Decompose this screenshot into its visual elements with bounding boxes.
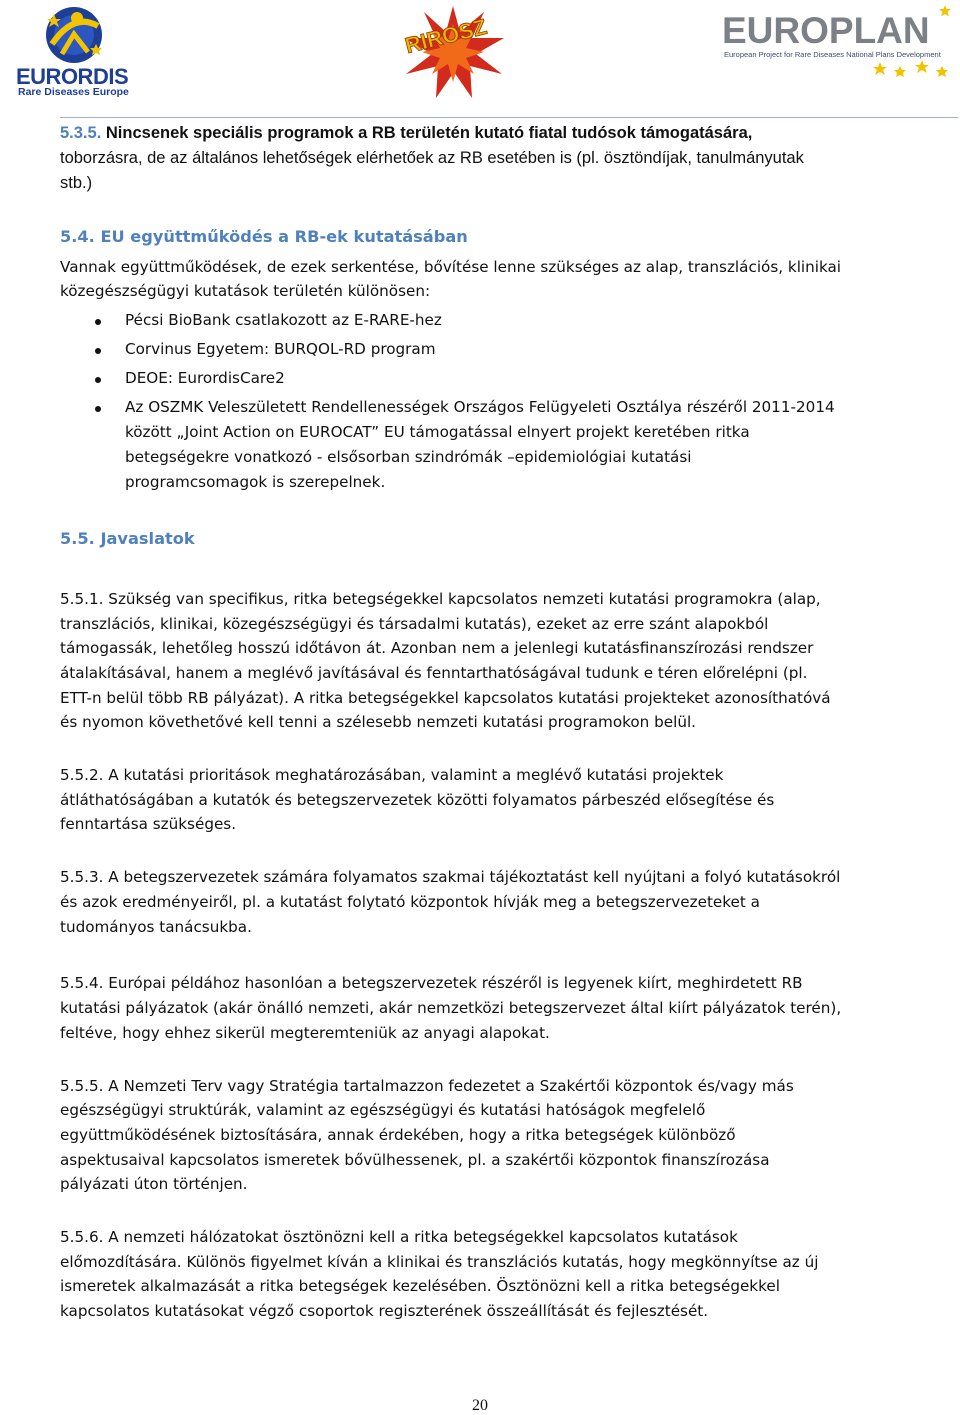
europlan-stars-icon	[870, 56, 952, 82]
rirosz-logo	[398, 2, 508, 102]
list-item-text: programcsomagok is szerepelnek.	[125, 473, 386, 491]
paragraph-line: támogassák, lehetőleg hosszú időtávon át. Azonban nem a jelenlegi kutatásfinanszírozási rendszer	[60, 639, 814, 657]
paragraph-line: átláthatóságában a kutatók és betegszervezetek közötti folyamatos párbeszéd elősegítése és	[60, 791, 775, 809]
bullet-icon	[95, 348, 101, 354]
section-535-line: stb.)	[60, 174, 93, 192]
eurordis-logo	[14, 4, 140, 100]
paragraph-line: kapcsolatos kutatásokat végző csoportok regiszterének összeállítását és fejlesztését.	[60, 1302, 709, 1320]
paragraph-line: 5.5.4. Európai példához hasonlóan a betegszervezetek részéről is legyenek kiírt, meghirdetett RB	[60, 974, 803, 992]
paragraph-line: 5.5.5. A Nemzeti Terv vagy Stratégia tartalmazzon fedezetet a Szakértői központok és/vagy más	[60, 1077, 794, 1095]
eurordis-emblem-icon	[14, 4, 140, 66]
list-item-text: Pécsi BioBank csatlakozott az E-RARE-hez	[125, 311, 442, 329]
paragraph-line: és azok eredményeiről, pl. a kutatást folytató központok hívják meg a betegszervezeteket a	[60, 893, 760, 911]
europlan-logo	[720, 10, 952, 82]
paragraph-line: aspektusaival kapcsolatos ismeretek bővülhessenek, pl. a szakértői központok finanszírozása	[60, 1151, 770, 1169]
paragraph-line: ETT-n belül több RB pályázat). A ritka betegségekkel kapcsolatos kutatási projekteket azonosíthatóvá	[60, 689, 831, 707]
svg-text:RIROSZ: RIROSZ	[402, 13, 490, 59]
section-55-heading: 5.5. Javaslatok	[60, 529, 195, 548]
list-item-text: betegségekre vonatkozó - elsősorban szindrómák –epidemiológiai kutatási	[125, 448, 692, 466]
list-item-text: Corvinus Egyetem: BURQOL-RD program	[125, 340, 436, 358]
paragraph-line: 5.5.2. A kutatási prioritások meghatározásában, valamint a meglévő kutatási projektek	[60, 766, 724, 784]
paragraph-line: egészségügyi struktúrák, valamint az egészségügyi és kutatási hatóságok megfelelő	[60, 1101, 706, 1119]
list-item-text: Az OSZMK Veleszületett Rendellenességek Országos Felügyeleti Osztálya részéről 2011-2014	[125, 398, 835, 416]
paragraph-line: átalakításával, hanem a meglévő javításával és fenntarthatóságával tudunk e téren előrelépni (pl.	[60, 664, 808, 682]
eurordis-wordmark: EURORDIS	[16, 64, 129, 89]
bullet-icon	[95, 377, 101, 383]
paragraph-line: feltéve, hogy ehhez sikerül megteremteniük az anyagi alapokat.	[60, 1024, 550, 1042]
section-54-heading: 5.4. EU együttműködés a RB-ek kutatásában	[60, 227, 468, 246]
section-535-number: 5.3.5.	[60, 124, 102, 142]
list-item-text: között „Joint Action on EUROCAT” EU támogatással elnyert projekt keretében ritka	[125, 423, 750, 441]
section-535-line: toborzásra, de az általános lehetőségek elérhetőek az RB esetében is (pl. ösztöndíjak, tanulmányutak	[60, 149, 804, 167]
page-number: 20	[472, 1397, 488, 1414]
paragraph-line: fenntartása szükséges.	[60, 815, 237, 833]
paragraph-line: 5.5.1. Szükség van specifikus, ritka betegségekkel kapcsolatos nemzeti kutatási programokra (alap,	[60, 590, 821, 608]
paragraph-line: előmozdítására. Különös figyelmet kíván a klinikai és transzlációs kutatás, hogy megkönnyítse az új	[60, 1253, 819, 1271]
paragraph-line: és nyomon követhetővé kell tenni a szélesebb nemzeti kutatási programokon belül.	[60, 713, 697, 731]
section-535-text: Nincsenek speciális programok a RB területén kutató fiatal tudósok támogatására,	[105, 124, 753, 142]
paragraph-line: tudományos tanácsukba.	[60, 918, 252, 936]
europlan-wordmark: EUROPLAN	[722, 10, 930, 51]
page-header	[0, 0, 960, 118]
section-54-intro-line: Vannak együttműködések, de ezek serkentése, bővítése lenne szükséges az alap, transzlációs, klinikai	[60, 258, 842, 276]
paragraph-line: ismeretek alkalmazását a ritka betegségek kezelésében. Ösztönözni kell a ritka betegségekkel	[60, 1277, 780, 1295]
section-535-line	[60, 124, 752, 143]
paragraph-line: együttműködésének biztosítására, annak érdekében, hogy a ritka betegségek különböző	[60, 1126, 736, 1144]
paragraph-line: 5.5.6. A nemzeti hálózatokat ösztönözni kell a ritka betegségekkel kapcsolatos kutatások	[60, 1228, 738, 1246]
paragraph-line: kutatási pályázatok (akár önálló nemzeti, akár nemzetközi betegszervezet által kiírt pályázatok terén),	[60, 999, 842, 1017]
header-divider	[60, 117, 958, 118]
paragraph-line: 5.5.3. A betegszervezetek számára folyamatos szakmai tájékoztatást kell nyújtani a folyó kutatásokról	[60, 868, 841, 886]
rirosz-starburst-icon	[398, 2, 508, 102]
bullet-icon	[95, 406, 101, 412]
paragraph-line: transzlációs, klinikai, közegészségügyi és társadalmi kutatás), ezeket az erre szánt alapokból	[60, 615, 769, 633]
list-item-text: DEOE: EurordisCare2	[125, 369, 285, 387]
europlan-tagline: European Project for Rare Diseases National Plans Development	[724, 50, 941, 59]
paragraph-line: pályázati úton történjen.	[60, 1175, 248, 1193]
europlan-small-star-icon	[938, 4, 952, 18]
bullet-icon	[95, 319, 101, 325]
eurordis-tagline: Rare Diseases Europe	[18, 86, 129, 98]
section-54-intro-line: közegészségügyi kutatások területén különösen:	[60, 282, 431, 300]
